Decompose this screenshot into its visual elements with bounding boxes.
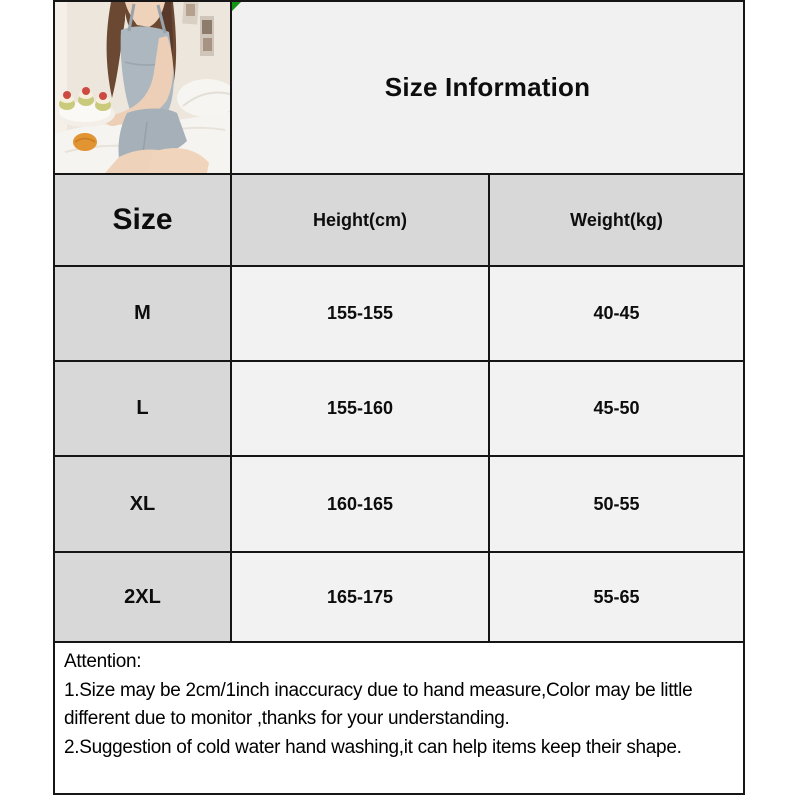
attention-line: Attention: [64, 651, 142, 672]
page-title: Size Information [384, 72, 591, 102]
green-corner-marker [232, 2, 241, 11]
column-header-height: Height(cm) [232, 175, 488, 265]
row-xl-height-value: 160-165 [232, 457, 488, 551]
row-l-height-value: 155-160 [232, 362, 488, 455]
attention-line: 1.Size may be 2cm/1inch inaccuracy due to hand measure,Color may be little [64, 679, 693, 701]
row-xl-weight-value: 50-55 [490, 457, 743, 551]
column-header-weight: Weight(kg) [490, 175, 743, 265]
row-m-size-label: M [55, 267, 230, 360]
row-l-size-label: L [55, 362, 230, 455]
row-m-height-value: 155-155 [232, 267, 488, 360]
row-xl-size-label: XL [55, 457, 230, 551]
size-chart-table [53, 0, 745, 795]
product-photo [55, 2, 230, 173]
size-information-header [232, 2, 743, 173]
attention-note [55, 643, 743, 793]
attention-line: different due to monitor ,thanks for your understanding. [64, 708, 510, 729]
row-2xl-size-label: 2XL [55, 553, 230, 641]
row-2xl-weight-value: 55-65 [490, 553, 743, 641]
row-l-weight-value: 45-50 [490, 362, 743, 455]
row-m-weight-value: 40-45 [490, 267, 743, 360]
row-2xl-height-value: 165-175 [232, 553, 488, 641]
column-header-size: Size [55, 175, 230, 265]
product-photo-cell [55, 2, 230, 173]
attention-line: 2.Suggestion of cold water hand washing,it can help items keep their shape. [64, 736, 682, 758]
